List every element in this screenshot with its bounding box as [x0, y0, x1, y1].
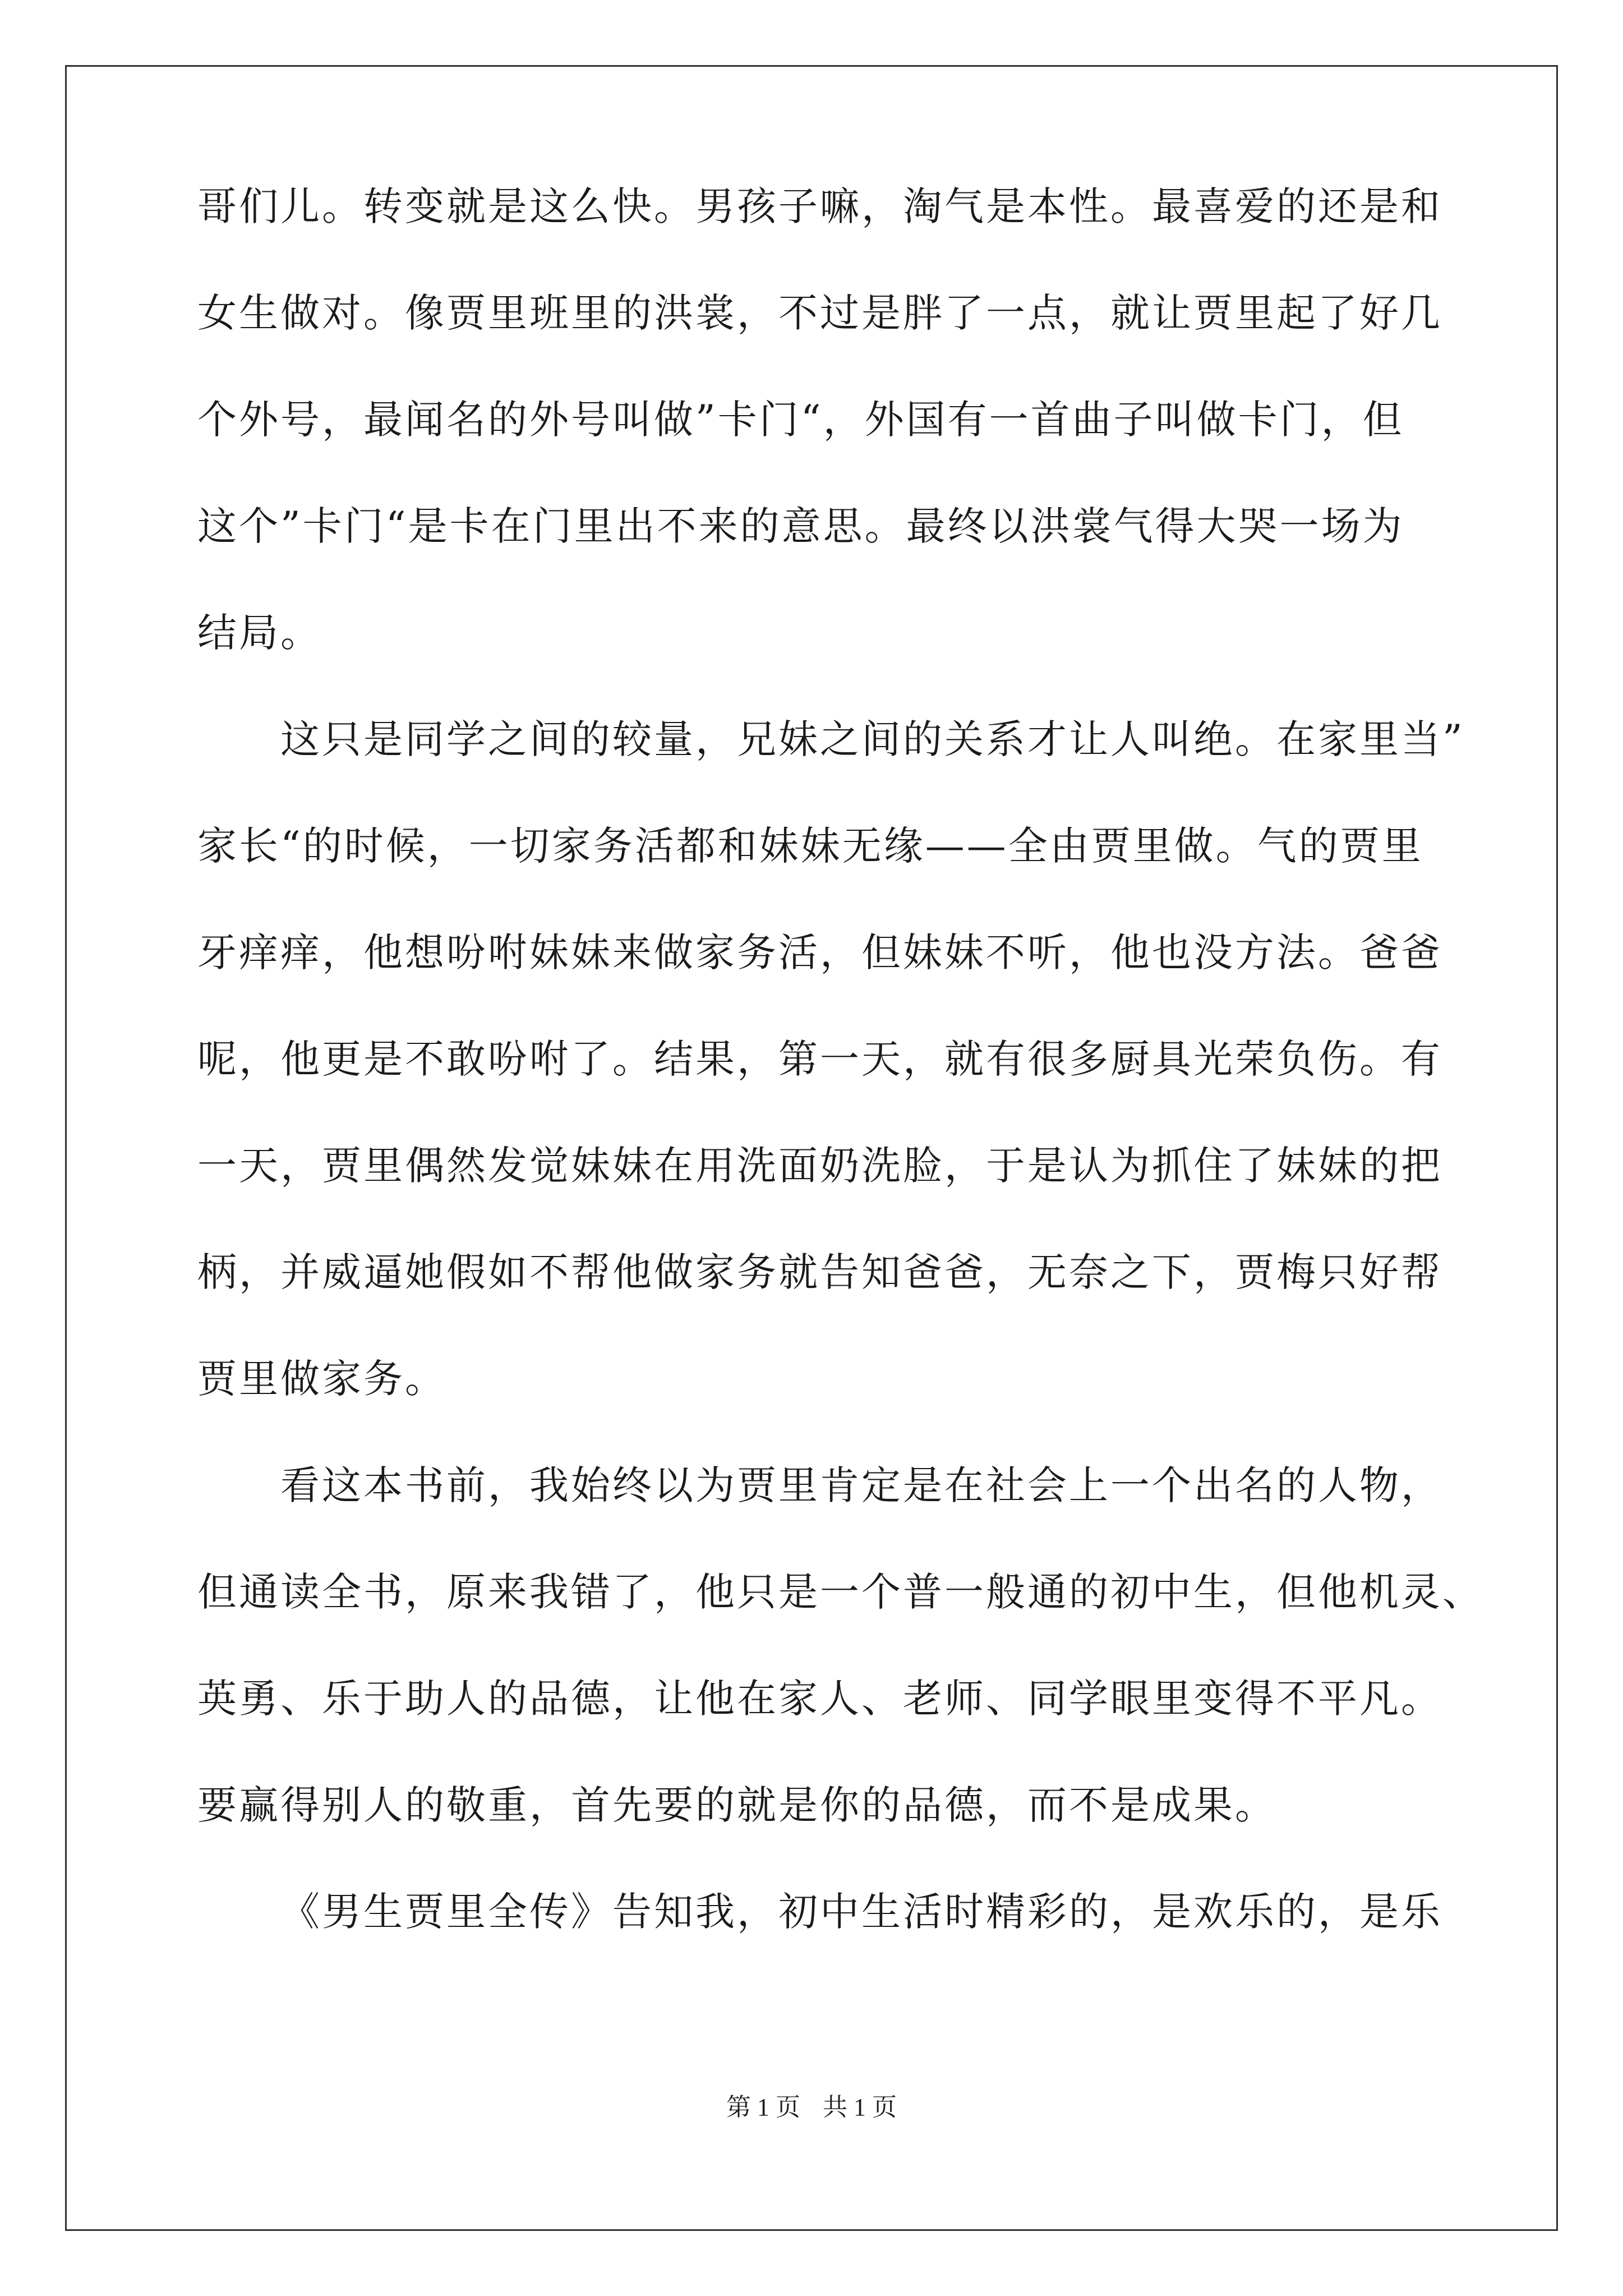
- page-number: 第 1 页: [726, 2093, 800, 2121]
- page-footer: [0, 2091, 1623, 2124]
- paragraph-3-line-1: 看这本书前，我始终以为贾里肯定是在社会上一个出名的人物，: [280, 1462, 1442, 1508]
- text-line-9: 呢，他更是不敢吩咐了。结果，第一天，就有很多厨具光荣负伤。有: [197, 1036, 1442, 1082]
- text-line-3: 个外号，最闻名的外号叫做”卡门“，外国有一首曲子叫做卡门，但: [197, 397, 1404, 443]
- page-total: 共 1 页: [823, 2093, 897, 2121]
- paragraph-4-line-1: 《男生贾里全传》告知我，初中生活时精彩的，是欢乐的，是乐: [280, 1889, 1442, 1935]
- text-line-4: 这个”卡门“是卡在门里出不来的意思。最终以洪裳气得大哭一场为: [197, 503, 1404, 549]
- text-line-12: 贾里做家务。: [197, 1356, 446, 1402]
- text-line-15: 英勇、乐于助人的品德，让他在家人、老师、同学眼里变得不平凡。: [197, 1676, 1442, 1722]
- text-line-5: 结局。: [197, 610, 322, 656]
- text-line-8: 牙痒痒，他想吩咐妹妹来做家务活，但妹妹不听，他也没方法。爸爸: [197, 930, 1442, 976]
- text-line-7: 家长“的时候，一切家务活都和妹妹无缘——全由贾里做。气的贾里: [197, 823, 1423, 869]
- text-line-11: 柄，并威逼她假如不帮他做家务就告知爸爸，无奈之下，贾梅只好帮: [197, 1249, 1442, 1295]
- text-line-10: 一天，贾里偶然发觉妹妹在用洗面奶洗脸，于是认为抓住了妹妹的把: [197, 1143, 1442, 1189]
- paragraph-2-line-1: 这只是同学之间的较量，兄妹之间的关系才让人叫绝。在家里当”: [280, 716, 1465, 762]
- text-line-16: 要赢得别人的敬重，首先要的就是你的品德，而不是成果。: [197, 1782, 1276, 1828]
- text-line-2: 女生做对。像贾里班里的洪裳，不过是胖了一点，就让贾里起了好几: [197, 290, 1442, 336]
- text-line-1: 哥们儿。转变就是这么快。男孩子嘛，淘气是本性。最喜爱的还是和: [197, 183, 1442, 229]
- text-line-14: 但通读全书，原来我错了，他只是一个普一般通的初中生，但他机灵、: [197, 1569, 1484, 1615]
